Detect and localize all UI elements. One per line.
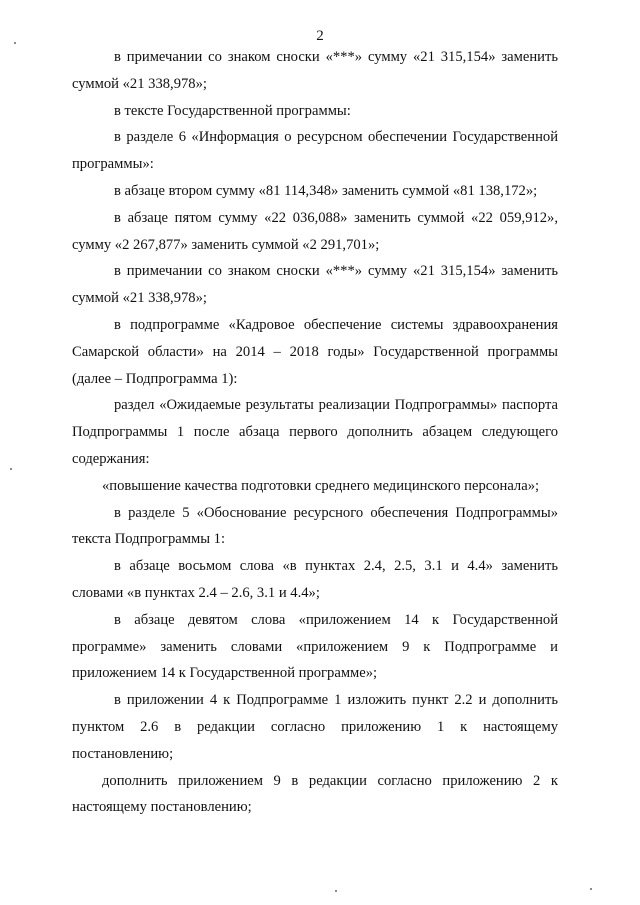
paragraph-ninth-clause: в абзаце девятом слова «приложением 14 к Государственной программе» заменить словами «приложением 9 к Подпрограмме и приложением 14 к Государственной программе»; (72, 611, 558, 682)
paragraph-footnote-note-2: в примечании со знаком сноски «***» сумму «21 315,154» заменить суммой «21 338,978»; (72, 263, 558, 307)
scan-speck (14, 42, 16, 44)
paragraph-second-clause: в абзаце втором сумму «81 114,348» заменить суммой «81 138,172»; (114, 182, 538, 199)
scan-speck (590, 888, 592, 890)
scan-speck (335, 890, 337, 892)
paragraph-fifth-clause: в абзаце пятом сумму «22 036,088» заменить суммой «22 059,912», сумму «2 267,877» заменить суммой «2 291,701»; (72, 209, 558, 253)
paragraph-section-6: в разделе 6 «Информация о ресурсном обеспечении Государственной программы»: (72, 129, 558, 173)
paragraph-appendix-4: в приложении 4 к Подпрограмме 1 изложить пункт 2.2 и дополнить пунктом 2.6 в редакции согласно приложению 1 к настоящему постановлению; (72, 692, 558, 762)
paragraph-expected-results: раздел «Ожидаемые результаты реализации Подпрограммы» паспорта Подпрограммы 1 после абзаца первого дополнить абзацем следующего содержания: (72, 397, 558, 467)
paragraph-program-text: в тексте Государственной программы: (114, 102, 351, 119)
document-body (72, 44, 558, 821)
paragraph-subprogram-1: в подпрограмме «Кадровое обеспечение системы здравоохранения Самарской области» на 2014 – 2018 годы» Государственной программы (далее – Подпрограмма 1): (72, 316, 558, 387)
paragraph-eighth-clause: в абзаце восьмом слова «в пунктах 2.4, 2.5, 3.1 и 4.4» заменить словами «в пунктах 2.4 – 2.6, 3.1 и 4.4»; (72, 558, 558, 601)
page-number: 2 (316, 28, 324, 44)
paragraph-footnote-note: в примечании со знаком сноски «***» сумму «21 315,154» заменить суммой «21 338,978»; (72, 49, 558, 92)
paragraph-appendix-9: дополнить приложением 9 в редакции согласно приложению 2 к настоящему постановлению; (72, 772, 558, 816)
paragraph-quote-quality: «повышение качества подготовки среднего медицинского персонала»; (102, 477, 540, 494)
scan-speck (10, 468, 12, 470)
paragraph-section-5: в разделе 5 «Обоснование ресурсного обеспечения Подпрограммы» текста Подпрограммы 1: (72, 504, 558, 548)
